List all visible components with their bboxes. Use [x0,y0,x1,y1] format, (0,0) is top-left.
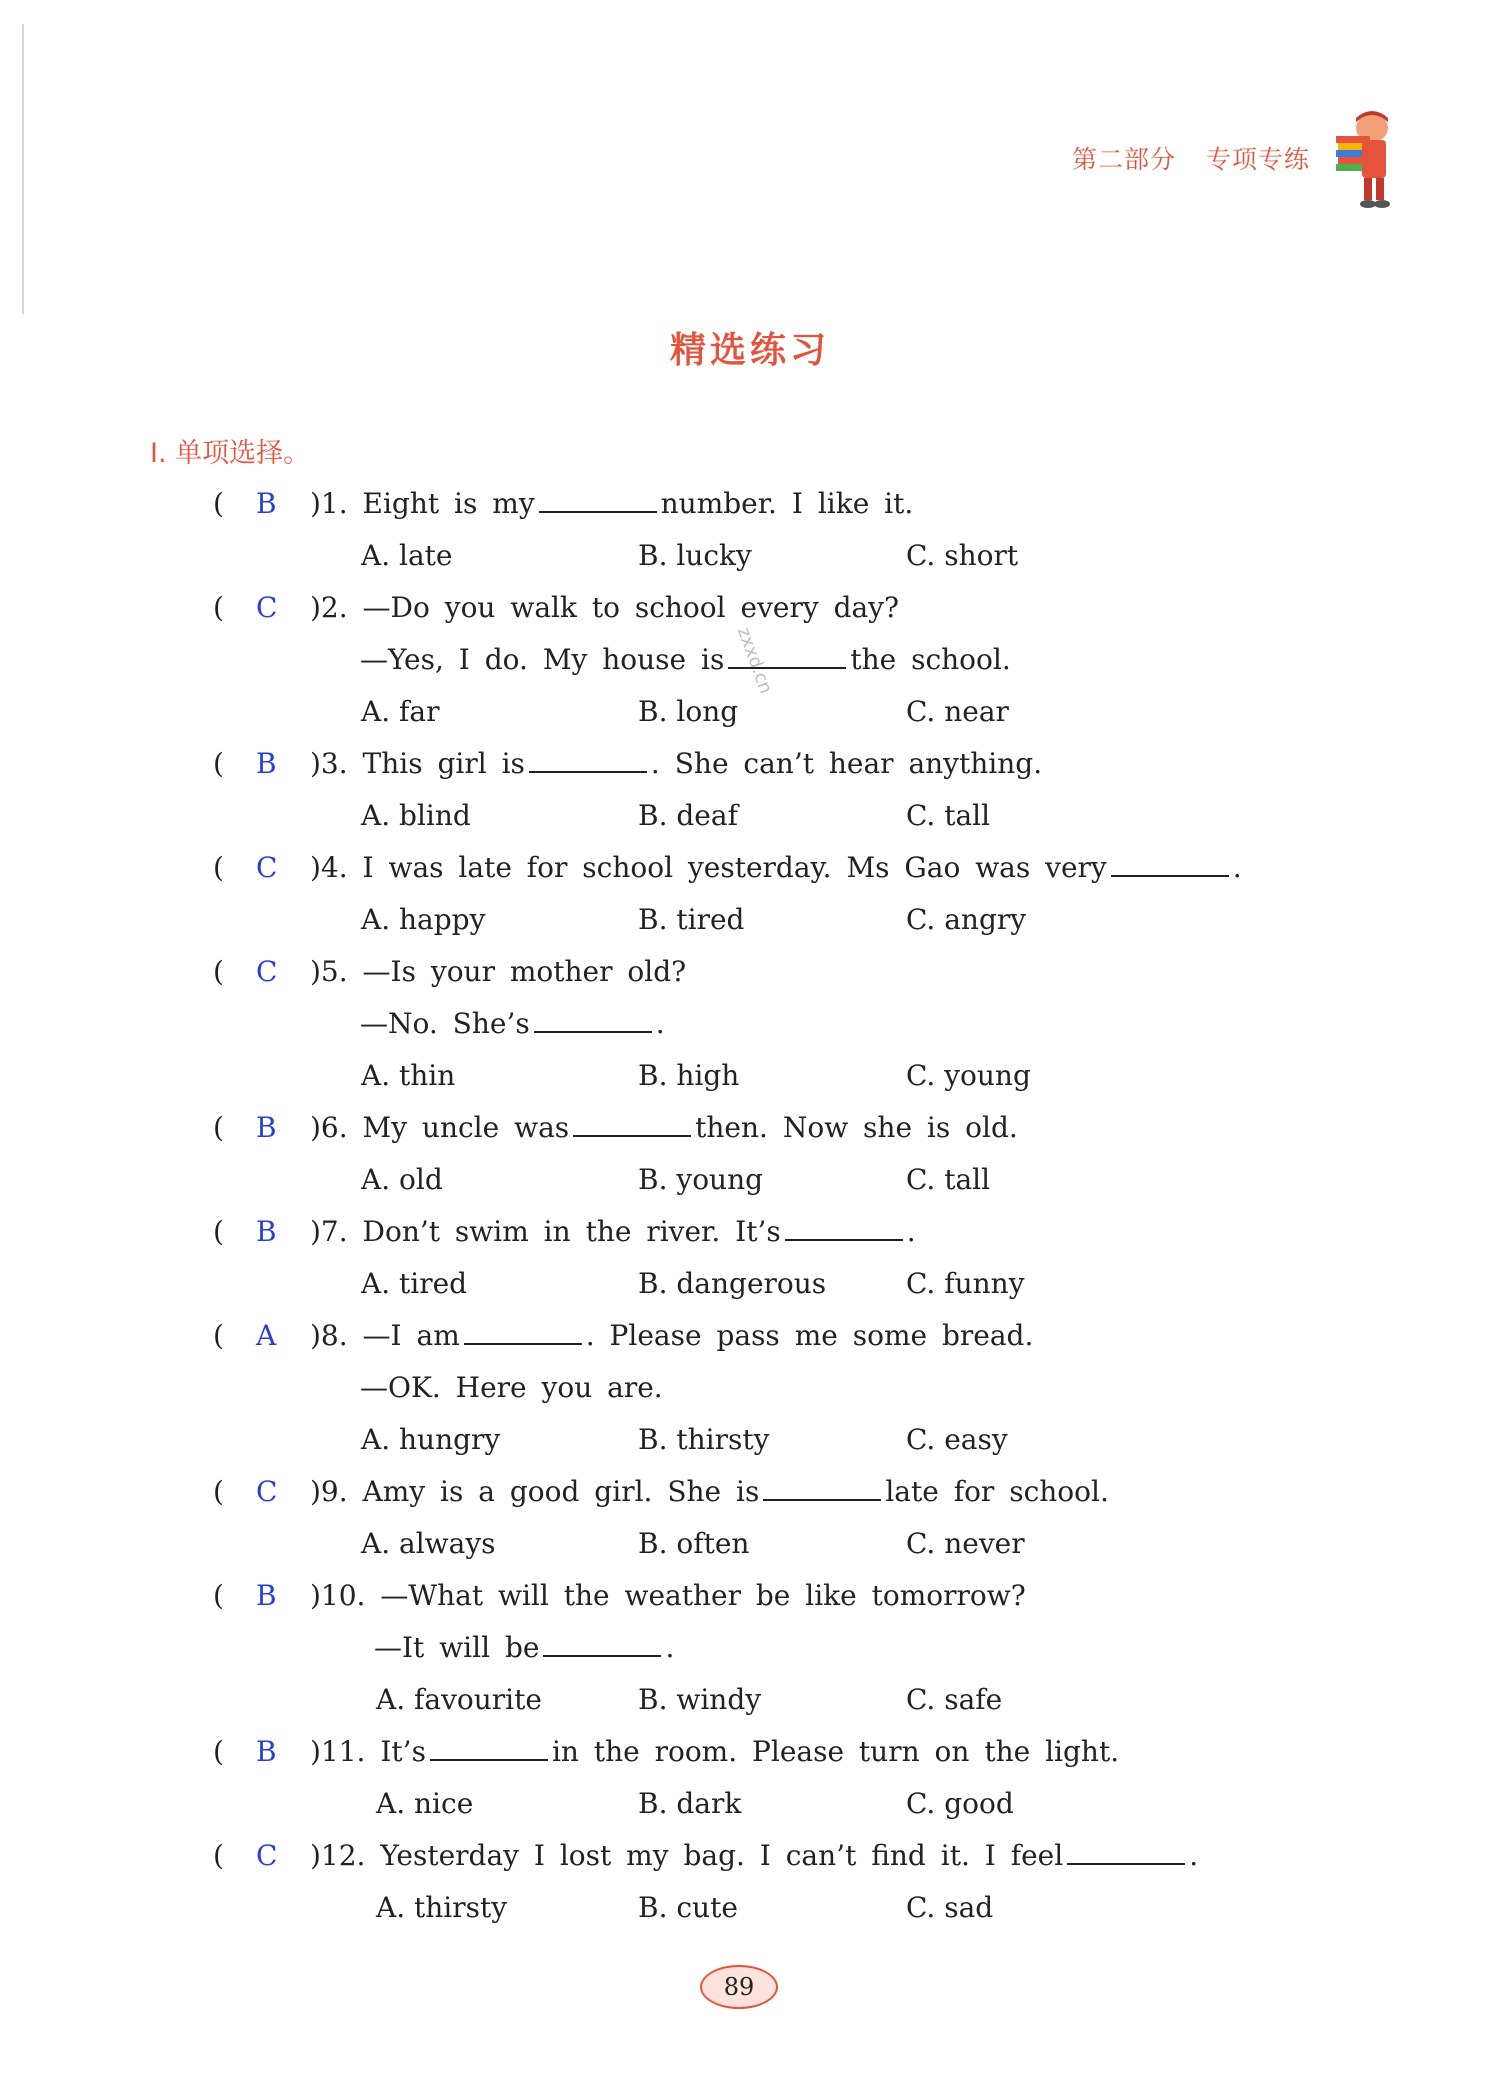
question-text: )1. Eight is my number. I like it. [310,487,914,520]
answer-blank [763,1499,881,1501]
paren: ( [213,1579,224,1612]
answer-mark: C [256,1475,278,1508]
option-c: C. funny [906,1267,1025,1300]
answer-blank [534,1031,652,1033]
question-text: )6. My uncle was then. Now she is old. [310,1111,1018,1144]
options-row [0,1674,1500,1726]
question-text: —No. She’s . [360,1007,665,1040]
question-row [0,842,1500,894]
page-number: 89 [700,1965,778,2009]
paren: ( [213,1215,224,1248]
option-b: B. long [638,695,739,728]
answer-mark: B [256,487,277,520]
answer-mark: B [256,747,277,780]
option-c: C. tall [906,799,991,832]
question-text: )7. Don’t swim in the river. It’s . [310,1215,916,1248]
question-text: )11. It’s in the room. Please turn on the light. [310,1735,1120,1768]
paren: ( [213,955,224,988]
option-a: A. blind [361,799,471,832]
option-c: C. angry [906,903,1027,936]
option-b: B. high [638,1059,740,1092]
question-row [0,1206,1500,1258]
watermark: zxxd.cn [732,624,777,697]
question-text: )9. Amy is a good girl. She is late for school. [310,1475,1109,1508]
option-b: B. thirsty [638,1423,770,1456]
option-b: B. dark [638,1787,742,1820]
page-edge-line [22,24,24,314]
question-row-continued [0,998,1500,1050]
answer-blank [529,771,647,773]
answer-mark: A [256,1319,277,1352]
options-row [0,1050,1500,1102]
option-c: C. tall [906,1163,991,1196]
question-text: —Yes, I do. My house is the school. [360,643,1011,676]
answer-blank [1111,875,1229,877]
options-row [0,1882,1500,1934]
question-text: )2. —Do you walk to school every day? [310,591,900,624]
options-row [0,1414,1500,1466]
option-a: A. always [361,1527,496,1560]
answer-mark: B [256,1215,277,1248]
option-a: A. thirsty [376,1891,508,1924]
paren: ( [213,851,224,884]
answer-mark: B [256,1735,277,1768]
option-c: C. good [906,1787,1014,1820]
option-a: A. late [361,539,453,572]
option-a: A. nice [376,1787,474,1820]
option-a: A. hungry [361,1423,501,1456]
boy-with-books-icon [1332,110,1402,210]
options-row [0,1778,1500,1830]
answer-mark: C [256,591,278,624]
question-text: )12. Yesterday I lost my bag. I can’t find it. I feel . [310,1839,1199,1872]
header-section: 专项专练 [1206,145,1311,174]
question-row [0,1570,1500,1622]
header-part: 第二部分 [1072,145,1177,174]
paren: ( [213,1475,224,1508]
options-row [0,530,1500,582]
option-b: B. windy [638,1683,762,1716]
question-row-continued [0,1622,1500,1674]
option-c: C. safe [906,1683,1003,1716]
section-heading: I. 单项选择。 [150,438,311,469]
options-row [0,686,1500,738]
options-row [0,1154,1500,1206]
answer-mark: C [256,955,278,988]
question-row [0,1310,1500,1362]
option-c: C. short [906,539,1019,572]
question-row [0,1726,1500,1778]
answer-mark: B [256,1111,277,1144]
answer-blank [464,1343,582,1345]
page-title: 精选练习 [669,330,830,371]
question-text: )10. —What will the weather be like tomorrow? [310,1579,1026,1612]
question-row-continued [0,1362,1500,1414]
answer-blank [785,1239,903,1241]
question-text: )8. —I am . Please pass me some bread. [310,1319,1034,1352]
question-row-continued [0,634,1500,686]
question-list [0,478,1500,1934]
answer-blank [728,667,846,669]
option-a: A. happy [361,903,486,936]
answer-blank [543,1655,661,1657]
option-b: B. lucky [638,539,752,572]
option-b: B. often [638,1527,750,1560]
paren: ( [213,747,224,780]
paren: ( [213,591,224,624]
options-row [0,894,1500,946]
option-b: B. deaf [638,799,738,832]
answer-blank [573,1135,691,1137]
option-c: C. easy [906,1423,1008,1456]
answer-mark: C [256,851,278,884]
paren: ( [213,1111,224,1144]
option-b: B. young [638,1163,764,1196]
option-b: B. tired [638,903,745,936]
question-row [0,478,1500,530]
option-c: C. near [906,695,1009,728]
option-a: A. far [361,695,440,728]
option-b: B. cute [638,1891,738,1924]
option-a: A. favourite [376,1683,542,1716]
question-row [0,1830,1500,1882]
option-a: A. old [361,1163,443,1196]
paren: ( [213,1735,224,1768]
paren: ( [213,487,224,520]
option-a: A. tired [361,1267,468,1300]
options-row [0,790,1500,842]
options-row [0,1258,1500,1310]
question-text: )3. This girl is . She can’t hear anything. [310,747,1043,780]
question-text: —OK. Here you are. [360,1371,663,1404]
page-header [1072,140,1310,176]
option-c: C. sad [906,1891,994,1924]
question-text: )4. I was late for school yesterday. Ms Gao was very . [310,851,1242,884]
option-c: C. young [906,1059,1031,1092]
paren: ( [213,1319,224,1352]
question-row [0,1102,1500,1154]
question-row [0,946,1500,998]
question-row [0,582,1500,634]
question-row [0,738,1500,790]
answer-mark: B [256,1579,277,1612]
question-text: —It will be . [374,1631,675,1664]
answer-mark: C [256,1839,278,1872]
option-a: A. thin [361,1059,456,1092]
answer-blank [1067,1863,1185,1865]
option-b: B. dangerous [638,1267,827,1300]
options-row [0,1518,1500,1570]
answer-blank [539,511,657,513]
answer-blank [430,1759,548,1761]
question-row [0,1466,1500,1518]
question-text: )5. —Is your mother old? [310,955,687,988]
paren: ( [213,1839,224,1872]
option-c: C. never [906,1527,1025,1560]
